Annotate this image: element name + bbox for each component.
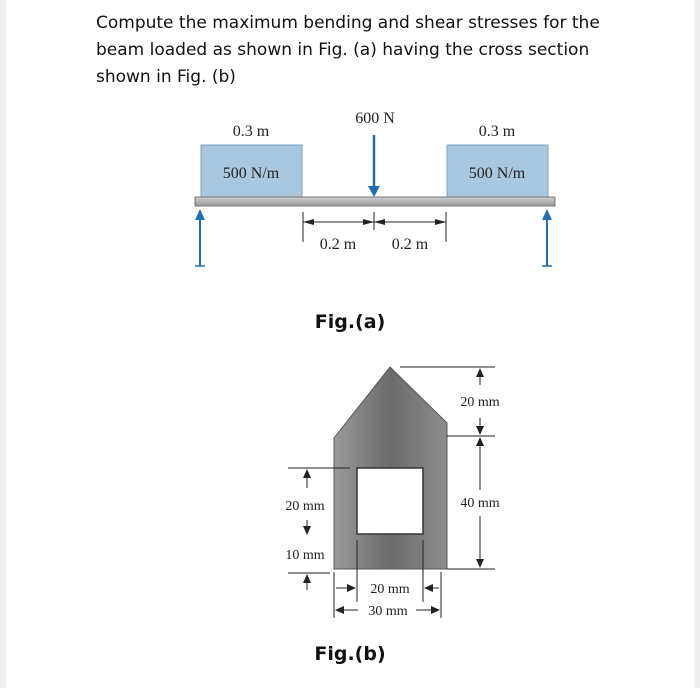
left-span-label: 0.3 m: [232, 123, 270, 140]
right-reaction-arrow: [542, 209, 552, 266]
dim-inner-label: 20 mm: [370, 582, 410, 597]
fig-a-caption: Fig.(a): [314, 311, 386, 333]
left-udl-label: 500 N/m: [222, 165, 280, 182]
right-udl-label: 500 N/m: [468, 165, 526, 182]
dim-top-label: 20 mm: [460, 395, 500, 410]
fig-b-caption: Fig.(b): [314, 643, 386, 665]
point-load-arrowhead: [368, 186, 380, 197]
beam: [195, 197, 555, 206]
cross-section-diagram: [285, 367, 499, 665]
dim-right-label: 40 mm: [460, 496, 500, 511]
question-text: Compute the maximum bending and shear stresses for the beam loaded as shown in Fig. (a) having the cross section shown in Fig. (b): [96, 13, 600, 87]
dim-left-10-label: 10 mm: [285, 548, 325, 563]
cross-section-hole: [357, 468, 423, 534]
beam-diagram: [195, 110, 555, 333]
point-load-label: 600 N: [355, 110, 395, 127]
left-reaction-arrow: [195, 209, 205, 266]
dim-left-20-label: 20 mm: [285, 499, 325, 514]
dim-outer-label: 30 mm: [368, 604, 408, 619]
dim-right-mid-label: 0.2 m: [391, 236, 429, 253]
dim-left-mid-label: 0.2 m: [319, 236, 357, 253]
right-span-label: 0.3 m: [478, 123, 516, 140]
